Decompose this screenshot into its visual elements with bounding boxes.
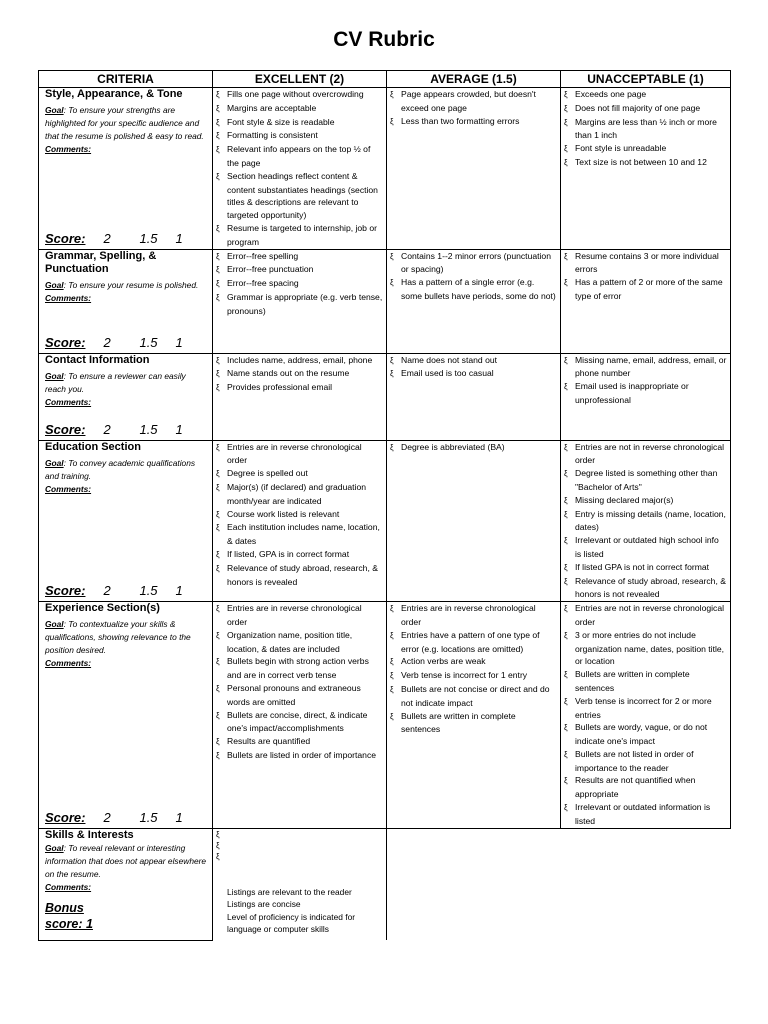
criteria-bullet: ξ Missing declared major(s) — [564, 494, 727, 508]
score-value: 1.5 — [139, 334, 158, 350]
criteria-bullet: ξ Has a pattern of 2 or more of the same type of error — [564, 277, 723, 301]
bullet-icon: ξ — [216, 355, 220, 365]
bullet-icon: ξ — [216, 630, 220, 640]
criteria-name: Skills & Interests — [45, 828, 134, 841]
criteria-cell — [39, 828, 213, 940]
comments-label: Comments: — [45, 881, 92, 892]
score-label: Score: — [45, 809, 86, 825]
criteria-bullet: ξ Error--free punctuation — [216, 263, 383, 277]
unacceptable-cell — [561, 249, 731, 353]
bullet-icon: ξ — [390, 657, 394, 667]
bullet-icon: ξ — [216, 251, 220, 261]
criteria-bullet: ξ Bullets are written in complete sentences — [390, 710, 516, 735]
criteria-cell — [39, 602, 213, 829]
bullet-icon: ξ — [216, 265, 220, 275]
criteria-bullet: ξ Bullets are written in complete sentences — [564, 669, 690, 693]
criteria-bullet: ξ Error--free spacing — [216, 277, 383, 291]
average-list — [390, 602, 557, 736]
criteria-bullet: ξ Entries are not in reverse chronological order — [564, 603, 725, 627]
bullet-icon: ξ — [216, 840, 220, 850]
comments-label: Comments: — [45, 144, 92, 154]
bullet-icon: ξ — [564, 776, 568, 786]
criteria-goal: Goal: To reveal relevant or interesting information that does not appear elsewhere on the resume. — [45, 842, 207, 879]
bullet-icon: ξ — [216, 750, 220, 760]
criteria-bullet: ξ Name stands out on the resume — [216, 367, 383, 381]
criteria-bullet: ξ Missing name, email, address, email, or phone number — [564, 354, 727, 379]
criteria-goal: Goal: To ensure your resume is polished. — [45, 279, 199, 290]
average-cell — [387, 88, 561, 250]
bullet-icon: ξ — [216, 829, 220, 839]
excellent-list — [216, 250, 383, 318]
bullet-icon: ξ — [564, 103, 568, 113]
bullet-icon: ξ — [216, 171, 220, 181]
criteria-bullet: ξ Does not fill majority of one page — [564, 102, 727, 116]
bullet-icon: ξ — [216, 442, 220, 452]
comments-label: Comments: — [45, 658, 92, 669]
header-excellent: EXCELLENT (2) — [213, 71, 387, 88]
criteria-bullet: ξ Text size is not between 10 and 12 — [564, 156, 727, 170]
criteria-bullet: ξ Degree is abbreviated (BA) — [390, 441, 557, 455]
bullet-icon: ξ — [390, 671, 394, 681]
criteria-bullet: ξ Entry is missing details (name, location, dates) — [564, 508, 726, 533]
skills-lines — [216, 886, 383, 936]
bullet-icon: ξ — [390, 604, 394, 614]
skills-row — [39, 828, 731, 940]
bullet-icon: ξ — [390, 278, 394, 288]
criteria-bullet: ξ Font style is unreadable — [564, 142, 727, 156]
score-value: 2 — [103, 230, 111, 246]
criteria-bullet: ξ Relevance of study abroad, research, & honors is revealed — [216, 562, 378, 587]
bullet-icon: ξ — [564, 562, 568, 572]
criteria-bullet: ξ Major(s) (if declared) and graduation month/year are indicated — [216, 481, 366, 506]
criteria-goal: Goal: To contextualize your skills & qualifications, showing relevance to the position desired. — [45, 619, 191, 656]
criteria-bullet: ξ Fills one page without overcrowding — [216, 88, 383, 102]
rubric-table — [38, 70, 731, 941]
average-cell — [387, 353, 561, 440]
bullet-icon: ξ — [216, 482, 220, 492]
unacceptable-cell — [561, 602, 731, 829]
score-value: 2 — [103, 334, 111, 350]
header-unacceptable: UNACCEPTABLE (1) — [561, 71, 731, 88]
score-value: 2 — [103, 809, 111, 825]
unacceptable-list — [564, 88, 727, 170]
excellent-cell — [213, 602, 387, 829]
skills-line: Listings are concise — [227, 899, 301, 910]
score-line — [45, 231, 211, 247]
score-value: 1 — [175, 421, 183, 437]
bullet-icon: ξ — [564, 144, 568, 154]
bullet-icon: ξ — [216, 509, 220, 519]
criteria-bullet: ξ Entries have a pattern of one type of error (e.g. locations are omitted) — [390, 629, 540, 654]
criteria-bullet: ξ Entries are in reverse chronological order — [390, 603, 536, 627]
bullet-icon: ξ — [564, 355, 568, 365]
bullet-icon: ξ — [216, 369, 220, 379]
criteria-bullet: ξ Bullets begin with strong action verbs and are in correct verb tense — [216, 656, 369, 681]
bullet-icon: ξ — [216, 683, 220, 693]
bullet-icon: ξ — [564, 576, 568, 586]
bullet-icon: ξ — [216, 563, 220, 573]
unacceptable-cell — [561, 440, 731, 602]
bullet-icon: ξ — [216, 103, 220, 113]
rubric-row — [39, 602, 731, 829]
average-list — [390, 441, 557, 455]
excellent-list — [216, 354, 383, 395]
criteria-bullet: ξ Bullets are listed in order of importance — [216, 749, 383, 763]
bullet-icon: ξ — [564, 604, 568, 614]
bullet-icon: ξ — [216, 737, 220, 747]
bullet-icon: ξ — [216, 131, 220, 141]
score-value: 1 — [175, 809, 183, 825]
rubric-row — [39, 249, 731, 353]
excellent-cell — [213, 440, 387, 602]
score-line — [45, 422, 211, 438]
bullet-icon: ξ — [564, 723, 568, 733]
bullet-icon: ξ — [390, 355, 394, 365]
bullet-icon: ξ — [216, 523, 220, 533]
score-value: 1.5 — [139, 583, 158, 599]
header-row — [39, 71, 731, 88]
criteria-bullet: ξ Has a pattern of a single error (e.g. some bullets have periods, some do not) — [390, 277, 556, 301]
score-value: 2 — [103, 583, 111, 599]
bullet-icon: ξ — [216, 657, 220, 667]
unacceptable-list — [564, 602, 727, 828]
bullet-icon: ξ — [564, 670, 568, 680]
score-value: 1.5 — [139, 421, 158, 437]
criteria-bullet: ξ Formatting is consistent — [216, 129, 383, 143]
header-average: AVERAGE (1.5) — [387, 71, 561, 88]
average-list — [390, 250, 557, 303]
bullet-icon: ξ — [216, 383, 220, 393]
criteria-bullet: ξ Page appears crowded, but doesn't exceed one page — [390, 89, 536, 113]
bullet-icon: ξ — [390, 684, 394, 694]
bullet-icon: ξ — [564, 251, 568, 261]
criteria-cell — [39, 249, 213, 353]
bullet-icon: ξ — [564, 509, 568, 519]
criteria-bullet: ξ Resume contains 3 or more individual errors — [564, 250, 719, 275]
criteria-bullet: ξ Exceeds one page — [564, 88, 727, 102]
bullet-icon: ξ — [216, 279, 220, 289]
bullet-icon: ξ — [564, 382, 568, 392]
bullet-icon: ξ — [390, 630, 394, 640]
bullet-icon: ξ — [564, 278, 568, 288]
excellent-cell — [213, 353, 387, 440]
rubric-row — [39, 353, 731, 440]
unacceptable-list — [564, 354, 727, 407]
score-label: Score: — [45, 230, 86, 246]
bullet-icon: ξ — [564, 495, 568, 505]
average-cell — [387, 440, 561, 602]
excellent-list — [216, 88, 383, 249]
criteria-bullet: ξ Entries are in reverse chronological order — [216, 441, 362, 466]
unacceptable-cell — [561, 88, 731, 250]
excellent-cell — [213, 88, 387, 250]
criteria-bullet: ξ Provides professional email — [216, 381, 383, 395]
criteria-bullet: ξ Entries are not in reverse chronological order — [564, 441, 725, 466]
bullet-icon: ξ — [216, 145, 220, 155]
bullet-icon: ξ — [216, 549, 220, 559]
excellent-list — [216, 441, 383, 589]
skills-excellent-cell — [213, 828, 387, 940]
criteria-bullet: ξ Resume is targeted to internship, job or program — [216, 222, 377, 247]
bullet-icon: ξ — [564, 630, 568, 640]
criteria-bullet: ξ 3 or more entries do not include organization name, dates, position title, or location — [564, 629, 725, 667]
bullet-icon: ξ — [216, 604, 220, 614]
bullet-icon: ξ — [564, 90, 568, 99]
criteria-bullet: ξ Margins are less than ½ inch or more than 1 inch — [564, 116, 717, 141]
criteria-bullet: ξ Font style & size is readable — [216, 116, 383, 130]
average-list — [390, 88, 557, 128]
criteria-goal: Goal: To convey academic qualifications and training. — [45, 457, 196, 481]
score-value: 1 — [175, 334, 183, 350]
excellent-cell — [213, 249, 387, 353]
rubric-row — [39, 88, 731, 250]
score-line — [45, 335, 211, 351]
criteria-bullet: ξ If listed GPA is not in correct format — [564, 561, 727, 575]
comments-label: Comments: — [45, 292, 92, 303]
skills-blank-cell — [387, 828, 561, 940]
score-value: 2 — [103, 421, 111, 437]
criteria-bullet: ξ Verb tense is incorrect for 2 or more entries — [564, 695, 712, 720]
bullet-icon: ξ — [564, 157, 568, 167]
bullet-icon: ξ — [216, 710, 220, 720]
bullet-icon: ξ — [390, 711, 394, 721]
criteria-bullet: ξ Irrelevant or outdated high school info is listed — [564, 535, 719, 559]
bullet-icon: ξ — [564, 749, 568, 759]
criteria-bullet: ξ Degree listed is something other than "Bachelor of Arts" — [564, 468, 718, 492]
criteria-cell — [39, 88, 213, 250]
criteria-bullet: ξ Relevance of study abroad, research, & honors is not revealed — [564, 575, 726, 600]
criteria-name: Contact Information — [45, 353, 150, 366]
criteria-bullet: ξ Grammar is appropriate (e.g. verb tense, pronouns) — [216, 291, 383, 316]
criteria-bullet: ξ Irrelevant or outdated information is listed — [564, 802, 711, 826]
criteria-bullet: ξ Contains 1--2 minor errors (punctuation or spacing) — [390, 250, 551, 275]
bullet-icon: ξ — [390, 116, 394, 126]
criteria-bullet: ξ Entries are in reverse chronological order — [216, 603, 362, 627]
criteria-bullet: ξ Email used is too casual — [390, 367, 557, 381]
score-label: Score: — [45, 334, 86, 350]
criteria-bullet: ξ Error--free spelling — [216, 250, 383, 264]
score-value: 1 — [175, 230, 183, 246]
score-label: Score: — [45, 421, 86, 437]
criteria-bullet: ξ Degree is spelled out — [216, 467, 383, 481]
score-value: 1.5 — [139, 230, 158, 246]
criteria-bullet: ξ Relevant info appears on the top ½ of the page — [216, 144, 371, 168]
skills-line: Level of proficiency is indicated for language or computer skills — [227, 911, 356, 935]
criteria-bullet: ξ Results are quantified — [216, 735, 383, 749]
criteria-cell — [39, 440, 213, 602]
bullet-icon: ξ — [390, 90, 394, 99]
criteria-name: Style, Appearance, & Tone — [45, 88, 183, 100]
criteria-bullet: ξ Email used is inappropriate or unprofessional — [564, 381, 689, 405]
score-line — [45, 810, 211, 826]
average-cell — [387, 249, 561, 353]
unacceptable-cell — [561, 353, 731, 440]
skills-blank-cell — [561, 828, 731, 940]
criteria-name: Experience Section(s) — [45, 602, 160, 615]
criteria-bullet: ξ Includes name, address, email, phone — [216, 354, 383, 368]
score-value: 1 — [175, 583, 183, 599]
criteria-bullet: ξ Bullets are not listed in order of importance to the reader — [564, 748, 694, 773]
criteria-name: Education Section — [45, 440, 141, 453]
bullet-icon: ξ — [216, 90, 220, 99]
bullet-icon: ξ — [216, 223, 220, 233]
bullet-icon: ξ — [216, 292, 220, 302]
criteria-bullet: ξ If listed, GPA is in correct format — [216, 548, 383, 562]
skills-bullets — [216, 829, 383, 862]
comments-label: Comments: — [45, 483, 92, 494]
bullet-icon: ξ — [390, 251, 394, 261]
unacceptable-list — [564, 250, 727, 303]
criteria-bullet: ξ Section headings reflect content & content substantiates headings (section titles & descriptions are relevant to targeted opportunity) — [216, 170, 378, 221]
criteria-cell — [39, 353, 213, 440]
criteria-goal: Goal: To ensure your strengths are highlighted for your specific audience and that the resume is polished & easy to read. — [45, 105, 204, 141]
criteria-bullet: ξ Bullets are wordy, vague, or do not indicate one's impact — [564, 722, 708, 747]
criteria-goal: Goal: To ensure a reviewer can easily reach you. — [45, 370, 186, 394]
bullet-icon: ξ — [564, 469, 568, 479]
bullet-icon: ξ — [564, 536, 568, 546]
bonus-score: Bonus score: 1 — [45, 900, 93, 931]
comments-label: Comments: — [45, 396, 92, 407]
skills-line: Listings are relevant to the reader — [227, 886, 352, 897]
unacceptable-list — [564, 441, 727, 602]
bullet-icon: ξ — [216, 117, 220, 127]
bullet-icon: ξ — [564, 442, 568, 452]
criteria-bullet: ξ Name does not stand out — [390, 354, 557, 368]
criteria-bullet: ξ Less than two formatting errors — [390, 115, 557, 129]
header-criteria: CRITERIA — [39, 71, 213, 88]
rubric-row — [39, 440, 731, 602]
criteria-bullet: ξ Results are not quantified when appropriate — [564, 775, 696, 800]
criteria-bullet: ξ Course work listed is relevant — [216, 508, 383, 522]
average-list — [390, 354, 557, 382]
score-line — [45, 583, 211, 599]
criteria-bullet: ξ Organization name, position title, location, & dates are included — [216, 629, 353, 654]
criteria-bullet: ξ Bullets are not concise or direct and do not indicate impact — [390, 683, 550, 708]
bullet-icon: ξ — [216, 851, 220, 861]
page-title: CV Rubric — [333, 28, 435, 51]
score-label: Score: — [45, 583, 86, 599]
bullet-icon: ξ — [390, 442, 394, 452]
bullet-icon: ξ — [390, 369, 394, 379]
excellent-list — [216, 602, 383, 763]
criteria-bullet: ξ Each institution includes name, location, & dates — [216, 522, 380, 547]
bullet-icon: ξ — [564, 803, 568, 813]
criteria-bullet: ξ Bullets are concise, direct, & indicate one's impact/accomplishments — [216, 709, 368, 734]
bullet-icon: ξ — [564, 117, 568, 127]
bullet-icon: ξ — [216, 469, 220, 479]
criteria-bullet: ξ Action verbs are weak — [390, 655, 557, 669]
average-cell — [387, 602, 561, 829]
criteria-bullet: ξ Personal pronouns and extraneous words are omitted — [216, 682, 361, 707]
criteria-bullet: ξ Margins are acceptable — [216, 102, 383, 116]
criteria-name: Grammar, Spelling, & Punctuation — [45, 249, 157, 275]
bullet-icon: ξ — [564, 696, 568, 706]
score-value: 1.5 — [139, 809, 158, 825]
criteria-bullet: ξ Verb tense is incorrect for 1 entry — [390, 669, 557, 683]
